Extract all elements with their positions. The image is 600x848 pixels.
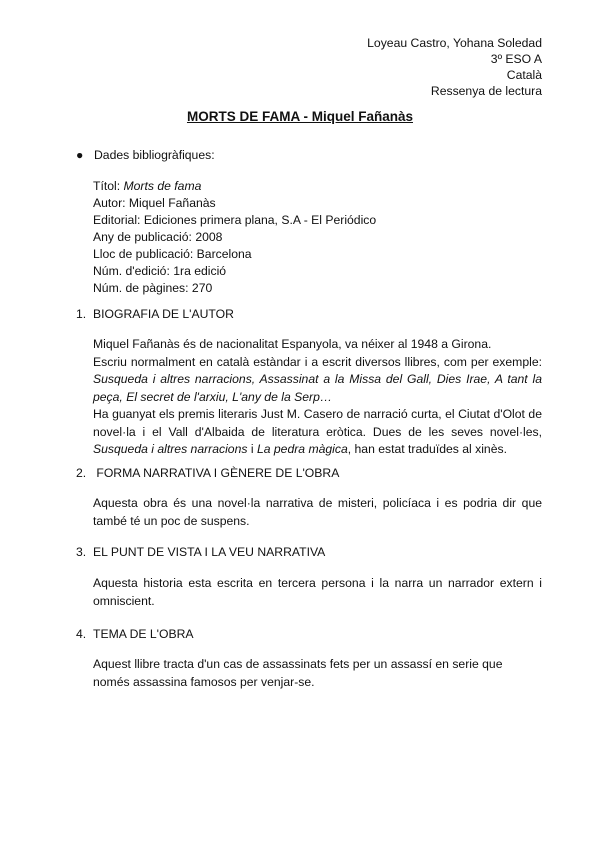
biblio-title-row	[93, 178, 376, 195]
section-title: EL PUNT DE VISTA I LA VEU NARRATIVA	[93, 545, 326, 559]
biblio-publisher-row	[93, 212, 376, 229]
text-run: , han estat traduïdes al xinès.	[347, 442, 507, 456]
biblio-label: Núm. d'edició:	[93, 264, 174, 278]
class-group: 3º ESO A	[490, 52, 542, 66]
viewpoint-text	[93, 575, 542, 610]
viewpoint-paragraph: Aquesta historia esta escrita en tercera persona i la narra un narrador extern i omniscient.	[93, 576, 542, 608]
bibliographic-heading: Dades bibliogràfiques:	[94, 148, 215, 162]
bullet-icon: ●	[76, 148, 84, 162]
form-paragraph: Aquesta obra és una novel·la narrativa de misteri, policíaca i es podria dir que també té un poc de suspens.	[93, 496, 542, 528]
biography-paragraph	[93, 354, 542, 407]
biblio-label: Editorial:	[93, 213, 144, 227]
biography-paragraph	[93, 406, 542, 459]
biblio-place-row	[93, 246, 376, 263]
section-number: 3.	[76, 545, 87, 559]
section-number: 4.	[76, 627, 87, 641]
biblio-label: Any de publicació:	[93, 230, 196, 244]
document-title: MORTS DE FAMA - Miquel Fañanàs	[186, 109, 413, 124]
bibliographic-list	[93, 178, 376, 297]
document-type: Ressenya de lectura	[430, 84, 542, 98]
biblio-value: 1ra edició	[173, 264, 227, 278]
author-header	[367, 35, 542, 99]
subject: Català	[506, 68, 542, 82]
section-title: FORMA NARRATIVA I GÈNERE DE L'OBRA	[93, 466, 340, 480]
biblio-value: Morts de fama	[123, 179, 202, 193]
text-run: Escriu normalment en català estàndar i a escrit diversos llibres, com per exemple:	[93, 354, 542, 369]
section-title: TEMA DE L'OBRA	[93, 627, 194, 641]
form-text	[93, 495, 542, 530]
text-run: i	[247, 442, 257, 456]
biblio-label: Núm. de pàgines:	[93, 281, 192, 295]
biography-text	[93, 336, 542, 459]
section-heading-theme	[76, 627, 194, 641]
section-heading-form	[76, 466, 339, 480]
author-name: Loyeau Castro, Yohana Soledad	[367, 36, 542, 50]
biblio-edition-row	[93, 263, 376, 280]
biblio-value: Barcelona	[196, 247, 252, 261]
biblio-value: Miquel Fañanàs	[128, 196, 216, 210]
book-title: Susqueda i altres narracions	[93, 442, 248, 456]
section-heading-biography	[76, 307, 234, 321]
theme-text	[93, 656, 542, 691]
section-number: 1.	[76, 307, 87, 321]
section-title: BIOGRAFIA DE L'AUTOR	[93, 307, 234, 321]
biblio-author-row	[93, 195, 376, 212]
biblio-label: Lloc de publicació:	[93, 247, 197, 261]
text-run: Ha guanyat els premis literaris Just M. Casero de narració curta, el Ciutat d'Olot de novel·la i el Vall d'Albaida de literatura eròtica. Dues de les seves novel·les,	[93, 407, 542, 439]
biblio-value: 270	[191, 281, 213, 295]
biblio-value: Ediciones primera plana, S.A - El Periódico	[143, 213, 377, 227]
biblio-year-row	[93, 229, 376, 246]
section-heading-viewpoint	[76, 545, 325, 559]
biblio-pages-row	[93, 280, 376, 297]
theme-paragraph: Aquest llibre tracta d'un cas de assassinats fets per un assassí en serie que només assassina famosos per venjar-se.	[93, 657, 503, 689]
section-number: 2.	[76, 466, 87, 480]
biblio-label: Autor:	[93, 196, 129, 210]
book-title: La pedra màgica	[256, 442, 348, 456]
biblio-value: 2008	[195, 230, 223, 244]
book-list: Susqueda i altres narracions, Assassinat a la Missa del Gall, Dies Irae, A tant la peça, El secret de l'arxiu, L'any de la Serp…	[93, 372, 542, 404]
biography-paragraph: Miquel Fañanàs és de nacionalitat Espanyola, va néixer al 1948 a Girona.	[93, 337, 492, 351]
biblio-label: Títol:	[93, 179, 124, 193]
